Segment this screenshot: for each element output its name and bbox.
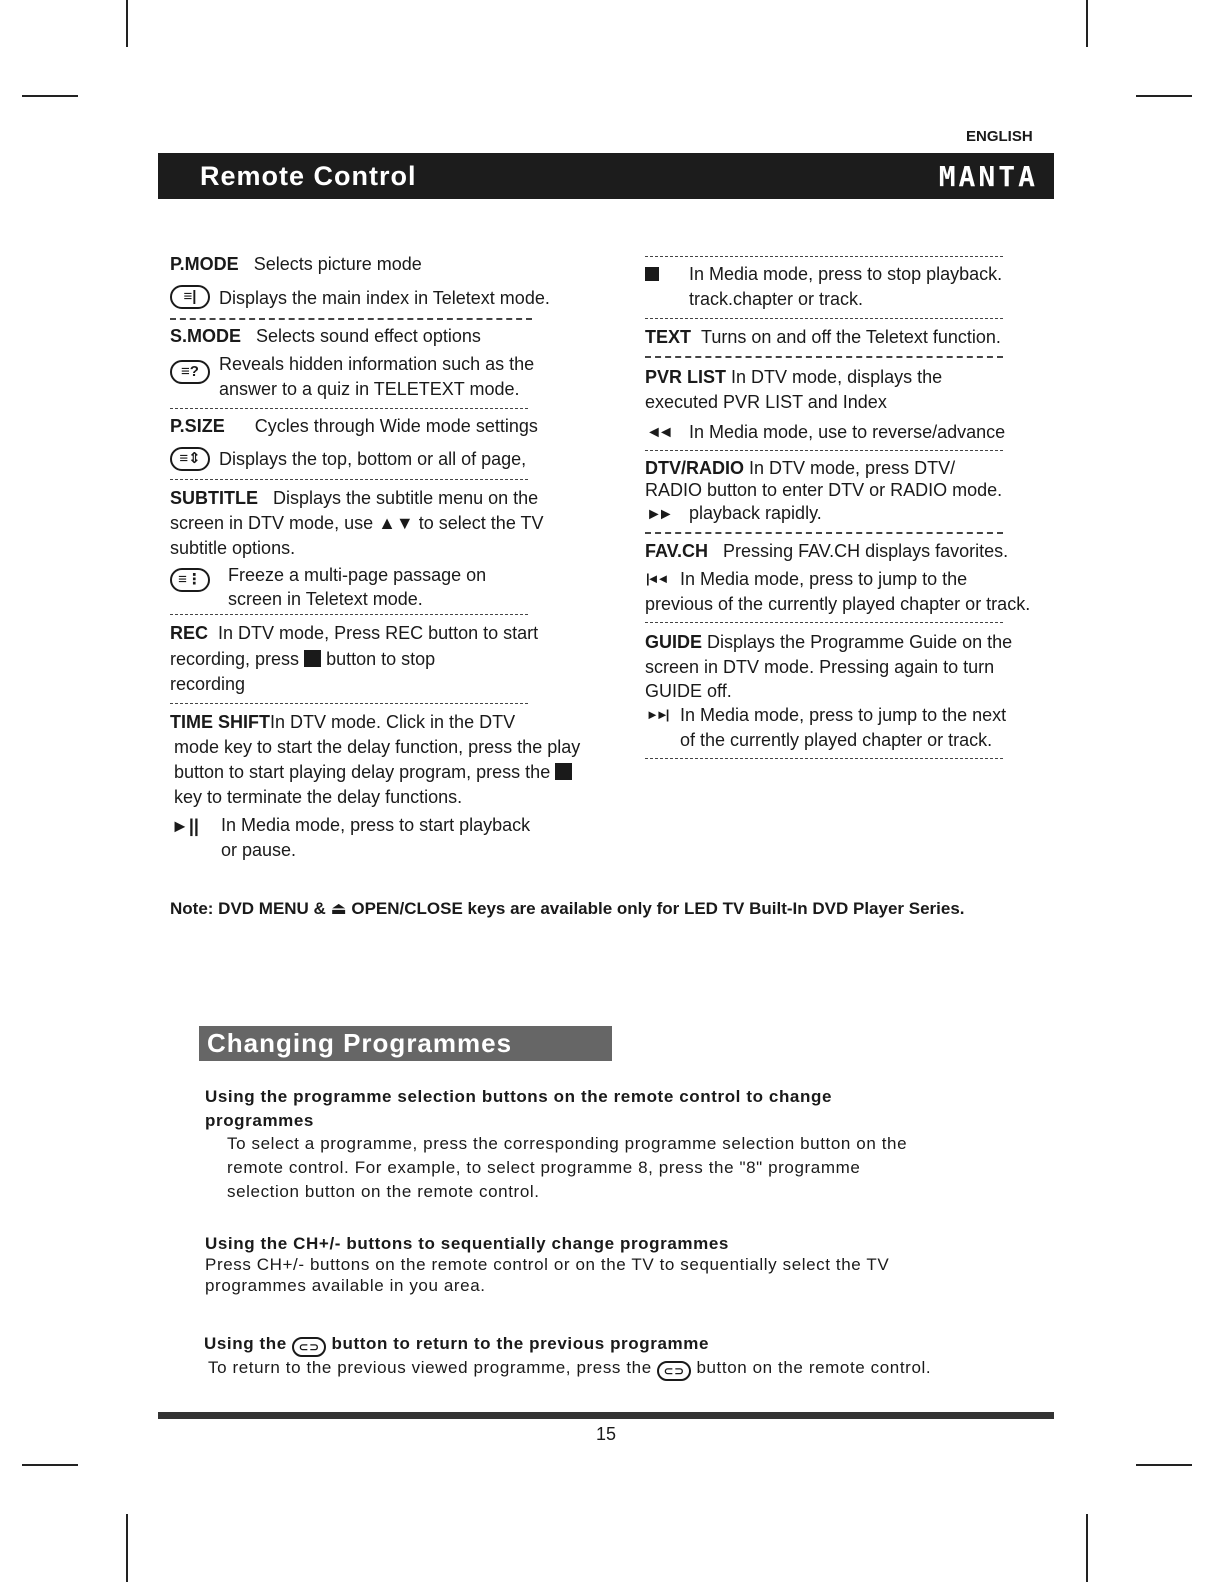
rec-desc-1: In DTV mode, Press REC button to start: [218, 623, 539, 643]
teletext-hold-icon: ≡⋮: [170, 568, 210, 592]
favch-key: FAV.CH: [645, 541, 709, 561]
subtitle-desc-3: subtitle options.: [170, 538, 296, 558]
rec-desc-3: recording: [170, 674, 246, 694]
return-heading-a: Using the: [204, 1334, 287, 1353]
subtitle-key: SUBTITLE: [170, 488, 258, 508]
text-key: TEXT: [645, 327, 692, 347]
pvr-desc-1: In DTV mode, displays the: [731, 367, 943, 387]
divider: [645, 356, 1003, 358]
divider: [645, 532, 1003, 534]
subtitle-line-2: [170, 511, 544, 536]
fast-forward-icon: ►►: [646, 506, 670, 523]
timeshift-desc-4: key to terminate the delay functions.: [174, 787, 463, 807]
selection-heading-2: programmes: [205, 1111, 314, 1130]
pmode-entry: [170, 252, 422, 277]
divider: [645, 758, 1003, 759]
dtvradio-key: DTV/RADIO: [645, 458, 744, 478]
pvr-desc-2: executed PVR LIST and Index: [645, 392, 887, 412]
crop-mark: [1086, 0, 1088, 47]
prev-desc-1: In Media mode, press to jump to the: [680, 569, 968, 589]
timeshift-desc-1: In DTV mode. Click in the DTV: [270, 712, 516, 732]
selection-body-3: selection button on the remote control.: [227, 1182, 540, 1201]
note-part-1: Note: DVD MENU &: [170, 899, 326, 918]
play-desc-2: or pause.: [221, 840, 297, 860]
guide-entry: [645, 630, 1012, 655]
next-track-icon: ►►|: [646, 707, 667, 722]
subtitle-desc-2a: screen in DTV mode, use: [170, 513, 374, 533]
reveal-desc-2: answer to a quiz in TELETEXT mode.: [219, 379, 520, 399]
selection-body-2: remote control. For example, to select programme 8, press the "8" programme: [227, 1158, 861, 1177]
hold-desc-1: Freeze a multi-page passage on: [228, 565, 487, 585]
stop-desc-2: track.chapter or track.: [689, 289, 864, 309]
timeshift-desc-2: mode key to start the delay function, press the play: [174, 737, 581, 757]
divider: [170, 703, 528, 704]
stop-icon: [645, 267, 659, 281]
rec-entry: [170, 621, 538, 646]
crop-mark: [126, 1514, 128, 1582]
rec-desc-2b: button to stop: [326, 649, 436, 669]
brand-logo: MANTA: [938, 160, 1038, 193]
page-title: Remote Control: [200, 161, 417, 191]
timeshift-desc-3: button to start playing delay program, press the: [174, 762, 551, 782]
crop-mark: [126, 0, 128, 47]
ch-body-2: programmes available in you area.: [205, 1276, 486, 1295]
crop-mark: [1136, 95, 1192, 97]
play-pause-icon: ►||: [171, 816, 199, 836]
smode-desc: Selects sound effect options: [256, 326, 481, 346]
pvr-key: PVR LIST: [645, 367, 727, 387]
return-icon: ⊂⊃: [292, 1337, 326, 1357]
subtitle-desc-1: Displays the subtitle menu on the: [273, 488, 539, 508]
crop-mark: [22, 1464, 78, 1466]
dtvradio-desc-1: In DTV mode, press DTV/: [749, 458, 956, 478]
favch-desc: Pressing FAV.CH displays favorites.: [723, 541, 1009, 561]
pmode-key: P.MODE: [170, 254, 239, 274]
up-down-arrows-icon: ▲▼: [378, 513, 414, 533]
ff-desc: playback rapidly.: [689, 503, 822, 523]
next-desc-2: of the currently played chapter or track.: [680, 730, 993, 750]
dtvradio-desc-2: RADIO button to enter DTV or RADIO mode.: [645, 480, 1003, 500]
pvr-entry: [645, 365, 942, 390]
selection-heading-1: Using the programme selection buttons on the remote control to change: [205, 1087, 833, 1106]
prev-desc-2: previous of the currently played chapter or track.: [645, 594, 1031, 614]
divider: [645, 318, 1003, 319]
section-header: [158, 153, 1054, 199]
divider: [170, 318, 532, 320]
rec-line-2: [170, 647, 435, 672]
return-heading-b: button to return to the previous programme: [331, 1334, 710, 1353]
selection-body-1: To select a programme, press the corresponding programme selection button on the: [227, 1134, 908, 1153]
eject-icon: ⏏: [330, 899, 347, 918]
next-desc-1: In Media mode, press to jump to the next: [680, 705, 1007, 725]
stop-icon: [304, 650, 321, 667]
teletext-index-icon: ≡|: [170, 285, 210, 309]
return-heading: [204, 1332, 709, 1357]
crop-mark: [22, 95, 78, 97]
subtitle-desc-2b: to select the TV: [418, 513, 544, 533]
return-body: [208, 1356, 931, 1381]
psize-key: P.SIZE: [170, 416, 225, 436]
rec-desc-2a: recording, press: [170, 649, 300, 669]
page-number: 15: [596, 1424, 617, 1444]
guide-desc-1: Displays the Programme Guide on the: [707, 632, 1013, 652]
smode-entry: [170, 324, 481, 349]
teletext-reveal-icon: ≡?: [170, 360, 210, 384]
note-part-2: OPEN/CLOSE keys are available only for LED TV Built-In DVD Player Series.: [351, 899, 965, 918]
timeshift-line-3: [174, 760, 572, 785]
divider: [170, 408, 528, 409]
play-desc-1: In Media mode, press to start playback: [221, 815, 531, 835]
text-entry: [645, 325, 1001, 350]
subtitle-entry: [170, 486, 538, 511]
dvd-note: [170, 896, 965, 921]
changing-programmes-header: Changing Programmes: [199, 1026, 612, 1061]
hold-desc-2: screen in Teletext mode.: [228, 589, 423, 609]
crop-mark: [1136, 1464, 1192, 1466]
psize-entry: [170, 414, 538, 439]
pmode-desc: Selects picture mode: [253, 254, 422, 274]
divider: [645, 450, 1003, 451]
return-icon: ⊂⊃: [657, 1361, 691, 1381]
size-desc: Displays the top, bottom or all of page,: [219, 449, 527, 469]
smode-key: S.MODE: [170, 326, 242, 346]
crop-mark: [1086, 1514, 1088, 1582]
return-body-a: To return to the previous viewed programme, press the: [208, 1358, 652, 1377]
rewind-icon: ◄◄: [646, 424, 670, 441]
rec-key: REC: [170, 623, 209, 643]
divider: [645, 256, 1003, 257]
favch-entry: [645, 539, 1008, 564]
reveal-desc-1: Reveals hidden information such as the: [219, 354, 535, 374]
previous-track-icon: |◄◄: [646, 571, 667, 586]
teletext-size-icon: ≡⇕: [170, 447, 210, 471]
language-label: ENGLISH: [966, 128, 1033, 145]
divider: [170, 479, 528, 480]
return-body-b: button on the remote control.: [696, 1358, 932, 1377]
psize-desc: Cycles through Wide mode settings: [254, 416, 538, 436]
index-desc: Displays the main index in Teletext mode.: [219, 288, 550, 308]
rewind-desc: In Media mode, use to reverse/advance: [689, 422, 1006, 442]
ch-body-1: Press CH+/- buttons on the remote control or on the TV to sequentially select the TV: [205, 1255, 890, 1274]
stop-desc-1: In Media mode, press to stop playback.: [689, 264, 1003, 284]
timeshift-entry: [170, 710, 515, 735]
footer-rule: [158, 1412, 1054, 1419]
divider: [645, 622, 1003, 623]
timeshift-key: TIME SHIFT: [170, 712, 270, 732]
guide-desc-2: screen in DTV mode. Pressing again to turn: [645, 657, 995, 677]
stop-icon: [555, 763, 572, 780]
guide-key: GUIDE: [645, 632, 703, 652]
guide-desc-3: GUIDE off.: [645, 681, 732, 701]
text-desc: Turns on and off the Teletext function.: [701, 327, 1001, 347]
divider: [170, 614, 528, 615]
ch-heading: Using the CH+/- buttons to sequentially change programmes: [205, 1234, 729, 1253]
